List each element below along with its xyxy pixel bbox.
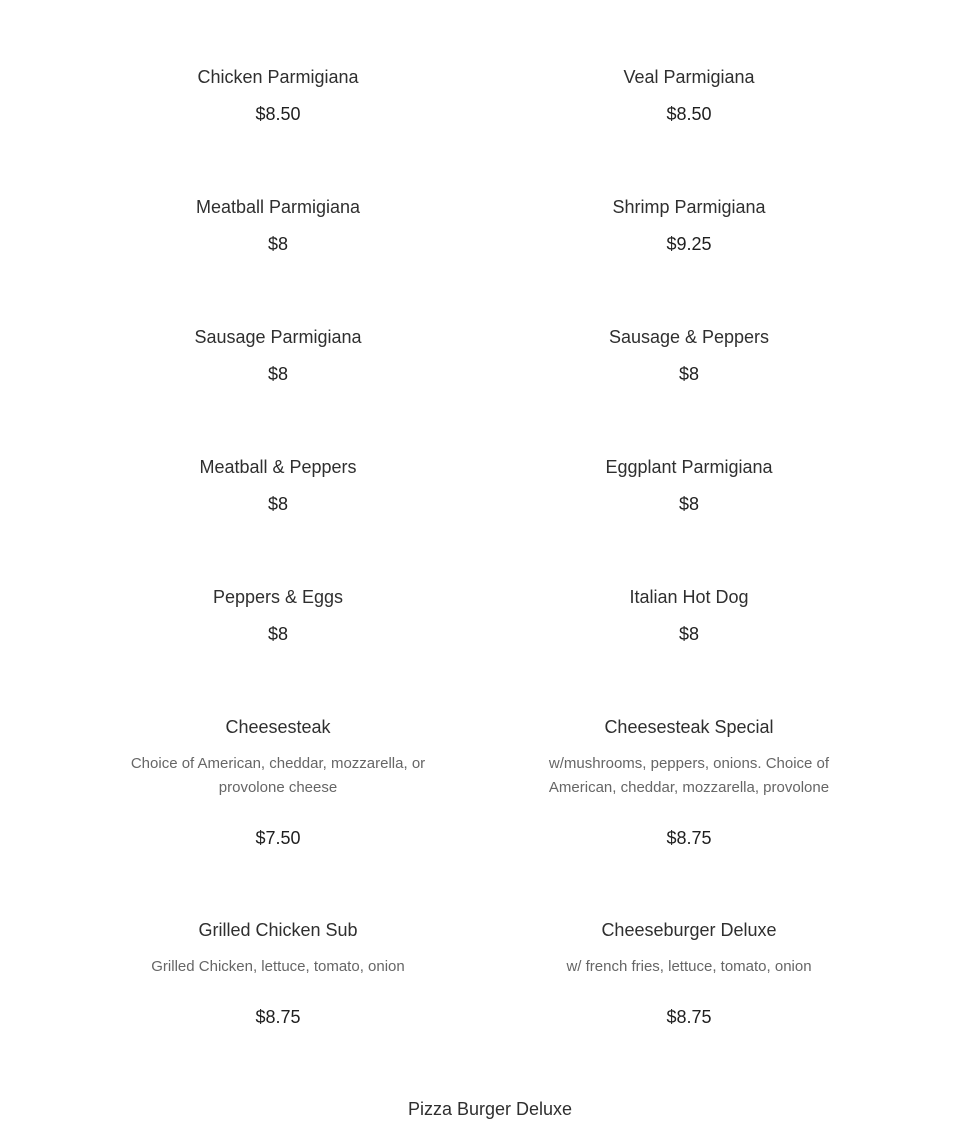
item-price: $8 [267,494,289,514]
item-description: Choice of American, cheddar, mozzarella, or provolone cheese [130,755,426,796]
item-name: Sausage Parmigiana [194,327,362,347]
item-name: Shrimp Parmigiana [612,197,766,217]
menu-item [529,456,849,515]
item-name: Italian Hot Dog [629,587,749,607]
menu-item [529,919,849,1028]
item-name: Meatball Parmigiana [195,197,361,217]
item-name: Meatball & Peppers [199,457,357,477]
item-price: $8.75 [666,828,712,848]
item-name: Grilled Chicken Sub [198,920,358,940]
item-name: Sausage & Peppers [608,327,770,347]
menu-item [118,66,438,125]
item-description: Grilled Chicken, lettuce, tomato, onion [151,958,405,975]
menu-item [529,66,849,125]
item-price: $8.50 [666,104,712,124]
menu-item [330,1098,650,1120]
item-name: Eggplant Parmigiana [605,457,773,477]
menu-item [118,919,438,1028]
menu-item [118,196,438,255]
menu-item [529,586,849,645]
item-price: $8 [267,624,289,644]
item-price: $8.75 [255,1007,301,1027]
item-price: $8 [678,494,700,514]
menu-item [118,326,438,385]
menu-item [118,716,438,849]
item-description: w/mushrooms, peppers, onions. Choice of American, cheddar, mozzarella, provolone [548,755,830,796]
menu-item [118,456,438,515]
menu-item [529,196,849,255]
menu-item [118,586,438,645]
item-name: Chicken Parmigiana [197,67,359,87]
item-price: $9.25 [666,234,712,254]
item-price: $8 [678,624,700,644]
item-description: w/ french fries, lettuce, tomato, onion [566,958,812,975]
item-price: $8.75 [666,1007,712,1027]
item-name: Cheesesteak [225,717,331,737]
item-name: Veal Parmigiana [623,67,755,87]
item-price: $8 [678,364,700,384]
menu-item [529,716,849,849]
item-name: Cheeseburger Deluxe [601,920,777,940]
item-price: $7.50 [255,828,301,848]
item-name: Pizza Burger Deluxe [407,1099,573,1119]
item-price: $8.50 [255,104,301,124]
item-name: Peppers & Eggs [212,587,344,607]
item-name: Cheesesteak Special [604,717,774,737]
item-price: $8 [267,364,289,384]
menu-item [529,326,849,385]
item-price: $8 [267,234,289,254]
